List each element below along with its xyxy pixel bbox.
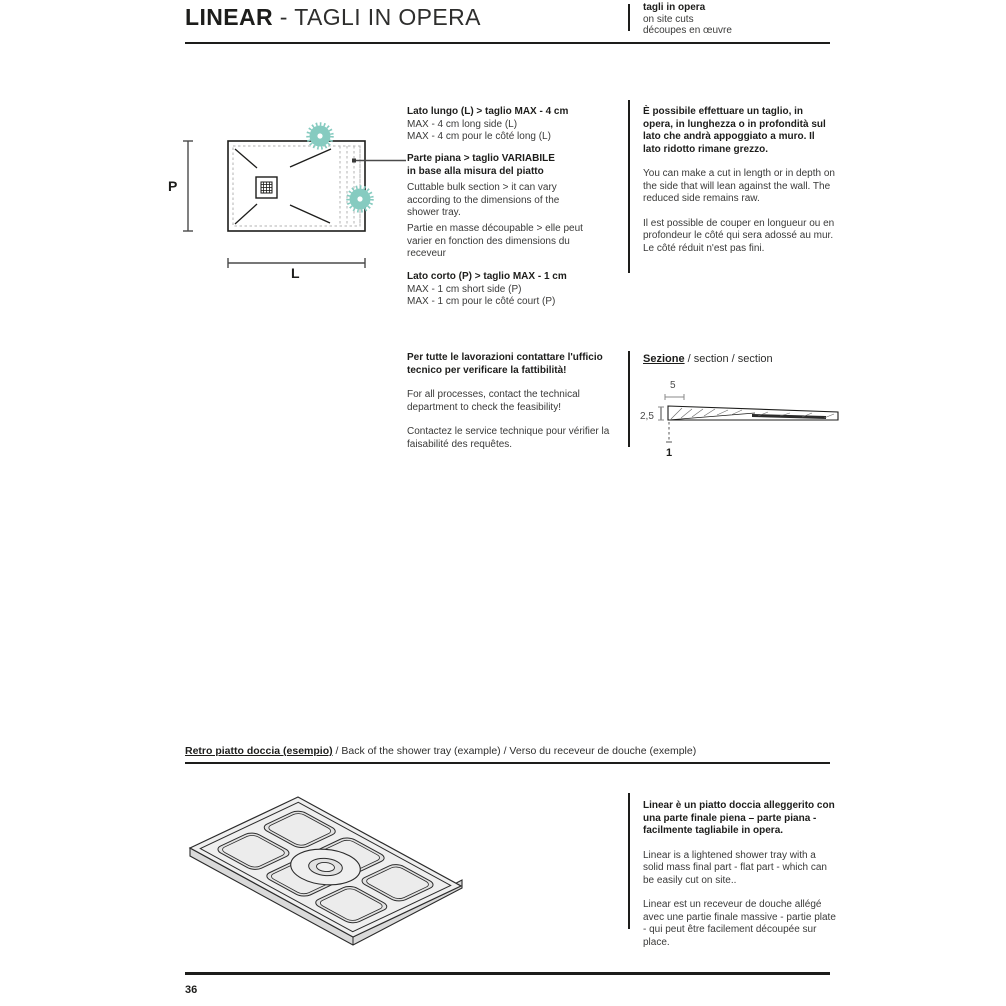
svg-text:1: 1 bbox=[666, 447, 673, 459]
page-title-rest: - TAGLI IN OPERA bbox=[273, 4, 481, 30]
back-view-desc-it: Linear è un piatto doccia alleggerito con una parte finale piena – parte piana - facilmente tagliabile in opera. bbox=[643, 800, 835, 836]
tray-back-face bbox=[190, 797, 461, 937]
spec-flat-part-heading bbox=[407, 153, 617, 178]
feasibility-note bbox=[407, 352, 619, 451]
section-view-heading-it: Sezione bbox=[643, 353, 685, 365]
shower-tray-plan-diagram bbox=[160, 98, 406, 280]
wall-cut-note-en: You can make a cut in length or in depth on the side that will lean against the wall. The reduced side remains raw. bbox=[643, 168, 835, 204]
wall-cut-note-fr: Il est possible de couper en longueur ou en profondeur le côté qui sera adossé au mur. Le côté réduit n'est pas fini. bbox=[643, 217, 835, 254]
back-view-rule bbox=[185, 762, 830, 764]
section-dim-top bbox=[665, 380, 684, 400]
dimension-length bbox=[228, 258, 365, 280]
back-view-heading-it: Retro piatto doccia (esempio) bbox=[185, 745, 333, 757]
spec-flat-part-en: Cuttable bulk section > it can vary according to the dimensions of the shower tray. bbox=[407, 182, 560, 218]
spec-short-side-en: MAX - 1 cm short side (P) bbox=[407, 283, 522, 295]
spec-long-side-fr: MAX - 4 cm pour le côté long (L) bbox=[407, 131, 551, 142]
page-title-brand: LINEAR bbox=[185, 4, 274, 30]
drain-grate bbox=[256, 177, 277, 198]
column-divider bbox=[628, 100, 630, 273]
depth-label: P bbox=[168, 178, 178, 194]
back-view-desc-fr: Linear est un receveur de douche allégé avec une partie finale massive - partie plate - qui peut être facilement découpée sur place. bbox=[643, 899, 836, 948]
column-divider bbox=[628, 351, 630, 447]
feasibility-note-fr: Contactez le service technique pour vérifier la faisabilité des requêtes. bbox=[407, 426, 610, 450]
feasibility-note-it: Per tutte le lavorazioni contattare l'ufficio tecnico per verificare la fattibilità! bbox=[407, 352, 603, 376]
spec-long-side-en: MAX - 4 cm long side (L) bbox=[407, 118, 518, 130]
spec-long-side bbox=[407, 106, 617, 144]
tray-outline bbox=[228, 141, 365, 231]
section-dim-left bbox=[640, 407, 664, 422]
page-number: 36 bbox=[185, 984, 198, 996]
header-lang-en: on site cuts bbox=[643, 13, 694, 25]
svg-text:5: 5 bbox=[670, 380, 676, 391]
back-view-heading bbox=[185, 745, 696, 757]
header-lang-fr: découpes en œuvre bbox=[643, 25, 732, 36]
back-view-desc-en: Linear is a lightened shower tray with a solid mass final part - flat part - which can be easily cut on site.. bbox=[643, 849, 827, 886]
back-view-description bbox=[643, 800, 839, 949]
section-dim-bottom bbox=[666, 422, 672, 459]
length-label: L bbox=[291, 265, 300, 280]
section-view-drawing bbox=[640, 372, 840, 460]
back-view-heading-rest: / Back of the shower tray (example) / Verso du receveur de douche (exemple) bbox=[332, 745, 697, 757]
header-rule bbox=[185, 42, 830, 44]
page-title bbox=[185, 4, 481, 31]
spec-flat-part-it-1: Parte piana > taglio VARIABILE bbox=[407, 153, 555, 164]
tray-section-profile bbox=[668, 406, 838, 420]
header-translations bbox=[643, 2, 732, 37]
spec-long-side-it: Lato lungo (L) > taglio MAX - 4 cm bbox=[407, 106, 569, 117]
section-view-heading bbox=[643, 353, 773, 365]
column-divider bbox=[628, 793, 630, 929]
feasibility-note-en: For all processes, contact the technical department to check the feasibility! bbox=[407, 389, 580, 413]
header-lang-it: tagli in opera bbox=[643, 2, 706, 13]
tray-back-isometric-drawing bbox=[178, 782, 478, 964]
spec-short-side bbox=[407, 271, 617, 309]
header-divider bbox=[628, 4, 630, 31]
dimension-depth bbox=[168, 141, 193, 231]
spec-short-side-it: Lato corto (P) > taglio MAX - 1 cm bbox=[407, 271, 567, 282]
footer-rule bbox=[185, 972, 830, 975]
spec-flat-part-it-2: in base alla misura del piatto bbox=[407, 165, 544, 177]
section-view-heading-rest: / section / section bbox=[684, 353, 773, 365]
spec-flat-part-fr: Partie en masse découpable > elle peut varier en fonction des dimensions du receveur bbox=[407, 223, 583, 259]
circular-saw-icon bbox=[308, 124, 332, 148]
svg-text:2,5: 2,5 bbox=[640, 411, 654, 422]
spec-short-side-fr: MAX - 1 cm pour le côté court (P) bbox=[407, 296, 556, 307]
wall-cut-note bbox=[643, 106, 835, 255]
wall-cut-note-it: È possibile effettuare un taglio, in opera, in lunghezza o in profondità sul lato che andrà appoggiato a muro. Il lato ridotto rimane grezzo. bbox=[643, 106, 826, 155]
